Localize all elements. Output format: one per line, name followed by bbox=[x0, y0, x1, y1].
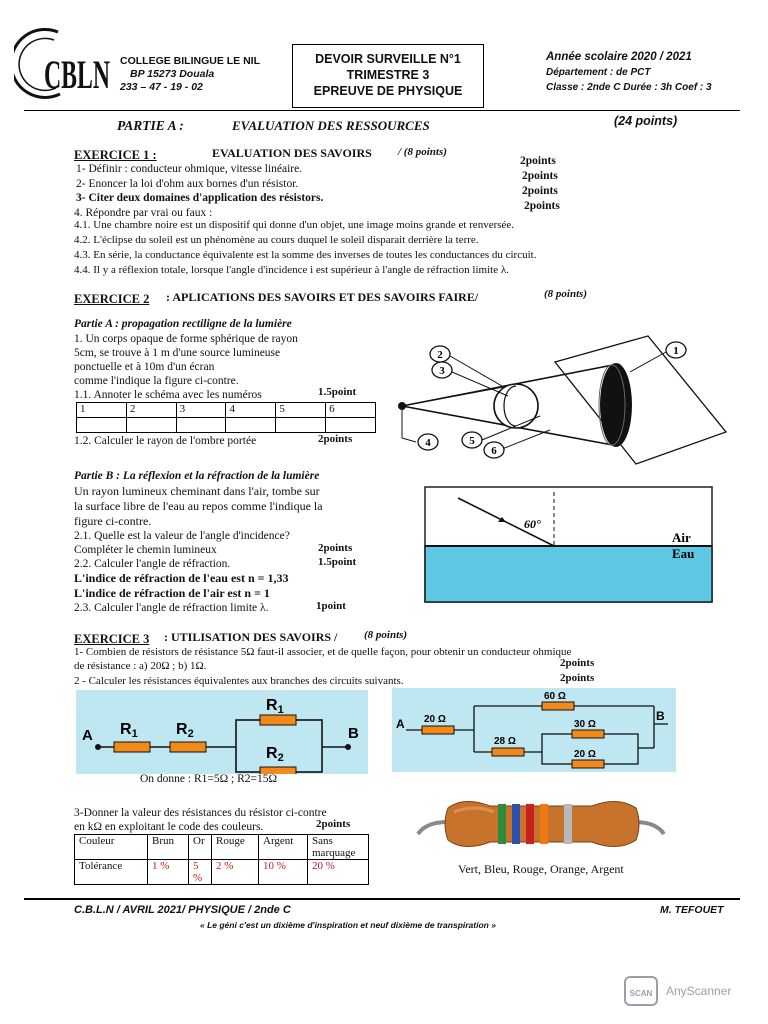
class-info: Classe : 2nde C Durée : 3h Coef : 3 bbox=[546, 82, 712, 93]
incidence-angle: 60° bbox=[524, 517, 541, 531]
school-logo bbox=[14, 26, 112, 100]
tol-value-cell: 2 % bbox=[212, 860, 259, 885]
ex3-q3p: 2points bbox=[316, 818, 351, 830]
tol-value-cell: 20 % bbox=[308, 860, 369, 885]
exam-title-1: DEVOIR SURVEILLE N°1 bbox=[315, 52, 461, 66]
author: M. TEFOUET bbox=[660, 904, 724, 916]
annotation-cell: 3 bbox=[176, 403, 226, 418]
ex1-q1: 1- Définir : conducteur ohmique, vitesse linéaire. bbox=[76, 163, 303, 175]
ex2-label: EXERCICE 2 bbox=[74, 292, 150, 306]
footer-quote: « Le géni c'est un dixième d'inspiration et neuf dixième de transpiration » bbox=[200, 920, 496, 930]
ex2-a5p: 1.5point bbox=[318, 386, 357, 398]
ex2-a4: comme l'indique la figure ci-contre. bbox=[74, 375, 239, 387]
fig-label-3: 3 bbox=[439, 365, 445, 377]
ex3-title: : UTILISATION DES SAVOIRS / bbox=[164, 630, 338, 644]
ex3-q2: 2 - Calculer les résistances équivalentes aux branches des circuits suivants. bbox=[74, 675, 404, 687]
ex3-q1b: de résistance : a) 20Ω ; b) 1Ω. bbox=[74, 660, 207, 672]
ex1-s42: 4.2. L'éclipse du soleil est un phénomène au cours duquel le soleil disparait derrière la terre. bbox=[74, 234, 479, 246]
ex2-b7: L'indice de réfraction de l'eau est n = 1,33 bbox=[74, 571, 289, 585]
exam-meta bbox=[546, 50, 712, 95]
ex2-b4: 2.1. Quelle est la valeur de l'angle d'incidence? bbox=[74, 530, 290, 542]
tol-head-cell: Sans marquage bbox=[308, 835, 369, 860]
ex1-title: EVALUATION DES SAVOIRS bbox=[212, 146, 372, 160]
answer-cell bbox=[226, 418, 276, 433]
tol-value-cell: 5 % bbox=[189, 860, 212, 885]
circuit1-a: A bbox=[82, 727, 93, 744]
ex1-p4: 2points bbox=[524, 200, 560, 212]
annotation-cell: 5 bbox=[276, 403, 326, 418]
tol-row-label: Tolérance bbox=[75, 860, 148, 885]
annotation-table bbox=[76, 402, 376, 433]
ex3-points: (8 points) bbox=[364, 629, 408, 641]
refraction-diagram bbox=[424, 486, 714, 604]
ex2-points: (8 points) bbox=[544, 288, 588, 300]
ex1-label: EXERCICE 1 : bbox=[74, 148, 157, 162]
ex2-a5: 1.1. Annoter le schéma avec les numéros bbox=[74, 389, 262, 401]
fig-label-6: 6 bbox=[491, 445, 497, 457]
ex1-s43: 4.3. En série, la conductance équivalente est la somme des inverses de toutes les conductances du circuit. bbox=[74, 249, 537, 261]
department: Département : de PCT bbox=[546, 67, 651, 78]
partie-a-label: PARTIE A : bbox=[117, 118, 184, 133]
answer-cell bbox=[326, 418, 376, 433]
footer-text: C.B.L.N / AVRIL 2021/ PHYSIQUE / 2nde C bbox=[74, 904, 291, 916]
ex2-a2: 5cm, se trouve à 1 m d'une source lumineuse bbox=[74, 347, 281, 359]
tol-head-cell: Rouge bbox=[212, 835, 259, 860]
ex3-q1p: 2points bbox=[560, 657, 595, 669]
logo-text: CBLN bbox=[44, 52, 111, 97]
ex2-a1: 1. Un corps opaque de forme sphérique de rayon bbox=[74, 333, 298, 345]
scanner-watermark: AnyScanner bbox=[666, 984, 732, 998]
ex2-b2: la surface libre de l'eau au repos comme l'indique la bbox=[74, 499, 323, 513]
annotation-cell: 4 bbox=[226, 403, 276, 418]
resistor-image bbox=[414, 794, 668, 858]
school-info bbox=[120, 55, 260, 94]
resistor-colors: Vert, Bleu, Rouge, Orange, Argent bbox=[458, 862, 624, 876]
partie-a-points: (24 points) bbox=[614, 114, 678, 128]
ex2-b1: Un rayon lumineux cheminant dans l'air, tombe sur bbox=[74, 484, 320, 498]
answer-cell bbox=[126, 418, 176, 433]
ex2-b5: Compléter le chemin lumineux bbox=[74, 544, 217, 556]
circuit2-b: B bbox=[656, 709, 665, 723]
circuit1-r2: R2 bbox=[176, 721, 194, 740]
circuit2-a: A bbox=[396, 717, 405, 731]
ex1-p1: 2points bbox=[520, 155, 556, 167]
ex2-b3: figure ci-contre. bbox=[74, 514, 152, 528]
ex2-a3: ponctuelle et à 10m d'un écran bbox=[74, 361, 215, 373]
ex1-p3: 2points bbox=[522, 185, 558, 197]
tol-head-cell: Brun bbox=[148, 835, 189, 860]
exam-title-3: EPREUVE DE PHYSIQUE bbox=[313, 84, 463, 98]
ex3-q3a: 3-Donner la valeur des résistances du résistor ci-contre bbox=[74, 807, 327, 819]
ex1-s44: 4.4. Il y a réflexion totale, lorsque l'angle d'incidence i est supérieur à l'angle de réfraction limite λ. bbox=[74, 264, 509, 276]
circuit2-r30: 30 Ω bbox=[574, 719, 596, 730]
circuit-1 bbox=[76, 690, 368, 774]
scanner-icon-text: SCAN bbox=[629, 989, 653, 998]
fig-label-4: 4 bbox=[425, 437, 431, 449]
ex2-b9p: 1point bbox=[316, 600, 346, 612]
ex1-s41: 4.1. Une chambre noire est un dispositif qui donne d'un objet, une image moins grande et renversée. bbox=[74, 219, 515, 231]
tolerance-table bbox=[74, 834, 369, 885]
annotation-cell: 1 bbox=[77, 403, 127, 418]
tol-value-cell: 1 % bbox=[148, 860, 189, 885]
ex1-p2: 2points bbox=[522, 170, 558, 182]
tol-head-cell: Argent bbox=[259, 835, 308, 860]
footer-divider bbox=[24, 898, 740, 900]
exam-title-box bbox=[292, 44, 484, 108]
partie-a-title: EVALUATION DES RESSOURCES bbox=[232, 118, 430, 133]
circuit-2 bbox=[392, 688, 676, 772]
ex2-b9: 2.3. Calculer l'angle de réfraction limite λ. bbox=[74, 602, 269, 614]
ex1-points: / (8 points) bbox=[398, 146, 447, 158]
school-phone: 233 – 47 - 19 - 02 bbox=[120, 81, 203, 93]
ex3-q2p: 2points bbox=[560, 672, 595, 684]
answer-cell bbox=[176, 418, 226, 433]
ex2-a6p: 2points bbox=[318, 433, 353, 445]
scanner-icon bbox=[624, 976, 658, 1006]
circuit2-r20b: 20 Ω bbox=[574, 749, 596, 760]
answer-cell bbox=[276, 418, 326, 433]
ex2-b6p: 1.5point bbox=[318, 556, 357, 568]
tol-head-cell: Couleur bbox=[75, 835, 148, 860]
ex2-title: : APLICATIONS DES SAVOIRS ET DES SAVOIRS FAIRE/ bbox=[166, 290, 479, 304]
fig-label-5: 5 bbox=[469, 435, 475, 447]
ex1-q2: 2- Enoncer la loi d'ohm aux bornes d'un résistor. bbox=[76, 178, 299, 190]
ex2-b6: 2.2. Calculer l'angle de réfraction. bbox=[74, 558, 231, 570]
fig-label-2: 2 bbox=[437, 349, 443, 361]
ex2-b5p: 2points bbox=[318, 542, 353, 554]
ex1-q3: 3- Citer deux domaines d'application des résistors. bbox=[76, 192, 324, 204]
circuit2-r20: 20 Ω bbox=[424, 714, 446, 725]
ex2-a6: 1.2. Calculer le rayon de l'ombre portée bbox=[74, 435, 257, 447]
tol-head-cell: Or bbox=[189, 835, 212, 860]
air-label: Air bbox=[672, 530, 691, 545]
exam-title-2: TRIMESTRE 3 bbox=[346, 68, 430, 82]
circuit2-r60: 60 Ω bbox=[544, 691, 566, 702]
ex3-label: EXERCICE 3 bbox=[74, 632, 150, 646]
fig-label-1: 1 bbox=[673, 345, 679, 357]
header-divider bbox=[24, 110, 740, 111]
ex3-q1: 1- Combien de résistors de résistance 5Ω faut-il associer, et de quelle façon, pour obtenir un conducteur ohmique bbox=[74, 646, 572, 658]
circuit1-r1-top: R1 bbox=[266, 697, 284, 716]
circuit1-given: On donne : R1=5Ω ; R2=15Ω bbox=[140, 773, 278, 785]
annotation-cell: 2 bbox=[126, 403, 176, 418]
water-label: Eau bbox=[672, 546, 695, 561]
circuit1-r2-bottom: R2 bbox=[266, 745, 284, 764]
school-name: COLLEGE BILINGUE LE NIL bbox=[120, 55, 261, 67]
circuit2-r28: 28 Ω bbox=[494, 736, 516, 747]
ex2-partB-title: Partie B : La réflexion et la réfraction de la lumière bbox=[74, 470, 320, 482]
ex1-q4: 4. Répondre par vrai ou faux : bbox=[74, 207, 213, 219]
circuit1-r1: R1 bbox=[120, 721, 138, 740]
school-bp: BP 15273 Douala bbox=[130, 68, 215, 80]
school-year: Année scolaire 2020 / 2021 bbox=[546, 51, 692, 63]
ex2-b8: L'indice de réfraction de l'air est n = 1 bbox=[74, 586, 270, 600]
circuit1-b: B bbox=[348, 725, 359, 742]
ex2-partA-title: Partie A : propagation rectiligne de la lumière bbox=[74, 318, 292, 330]
answer-cell bbox=[77, 418, 127, 433]
annotation-cell: 6 bbox=[326, 403, 376, 418]
tol-value-cell: 10 % bbox=[259, 860, 308, 885]
ex3-q3b: en kΩ en exploitant le code des couleurs. bbox=[74, 821, 264, 833]
shadow-diagram bbox=[390, 334, 730, 468]
